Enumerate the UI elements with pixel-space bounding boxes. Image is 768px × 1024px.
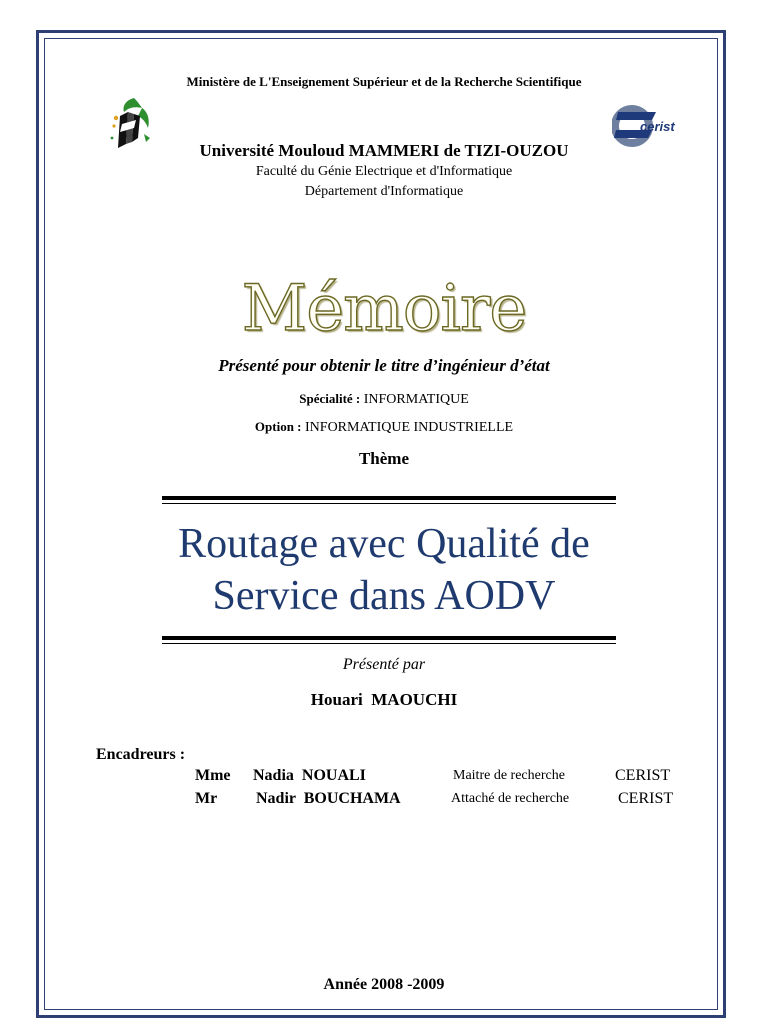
theme-label: Thème: [358, 449, 410, 468]
specialty-value: INFORMATIQUE: [363, 392, 469, 407]
option-value: INFORMATIQUE INDUSTRIELLE: [305, 420, 514, 435]
supervisor-row: [0, 767, 768, 787]
author-name: Houari MAOUCHI: [310, 690, 458, 709]
theme-rule-bottom: [162, 636, 616, 640]
supervisor-title: Mme: [195, 767, 231, 784]
theme-rule-top-thin: [162, 503, 616, 504]
option-label: Option :: [254, 419, 302, 434]
academic-year: Année 2008 -2009: [323, 976, 445, 993]
specialty-label: Spécialité :: [299, 391, 361, 406]
supervisor-org: CERIST: [618, 790, 674, 807]
thesis-title: [0, 518, 768, 622]
supervisor-role: Attaché de recherche: [451, 791, 570, 806]
university-name: Université Mouloud MAMMERI de TIZI-OUZOU: [199, 141, 569, 160]
faculty-name: Faculté du Génie Electrique et d'Informatique: [255, 164, 513, 179]
degree-statement: Présenté pour obtenir le titre d’ingénieur d’état: [218, 356, 550, 375]
specialty-line: [0, 391, 768, 408]
supervisor-row: [0, 790, 768, 810]
thesis-title-line-2: Service dans AODV: [212, 573, 556, 619]
supervisor-role: Maitre de recherche: [453, 768, 565, 783]
option-line: [0, 419, 768, 436]
department-name: Département d'Informatique: [304, 184, 464, 199]
supervisor-title: Mr: [195, 790, 218, 807]
ministry-heading: Ministère de L'Enseignement Supérieur et de la Recherche Scientifique: [186, 74, 582, 89]
presented-by-label: Présenté par: [342, 656, 426, 673]
supervisor-name: Nadir BOUCHAMA: [256, 790, 401, 807]
memoire-title: Mémoire: [241, 272, 527, 346]
supervisors-label: Encadreurs :: [96, 746, 186, 763]
theme-rule-bottom-thin: [162, 643, 616, 644]
theme-rule-top: [162, 496, 616, 500]
supervisor-org: CERIST: [615, 767, 671, 784]
thesis-title-line-1: Routage avec Qualité de: [178, 521, 590, 567]
cerist-logo-text: cerist: [640, 119, 675, 134]
supervisor-name: Nadia NOUALI: [253, 767, 366, 784]
